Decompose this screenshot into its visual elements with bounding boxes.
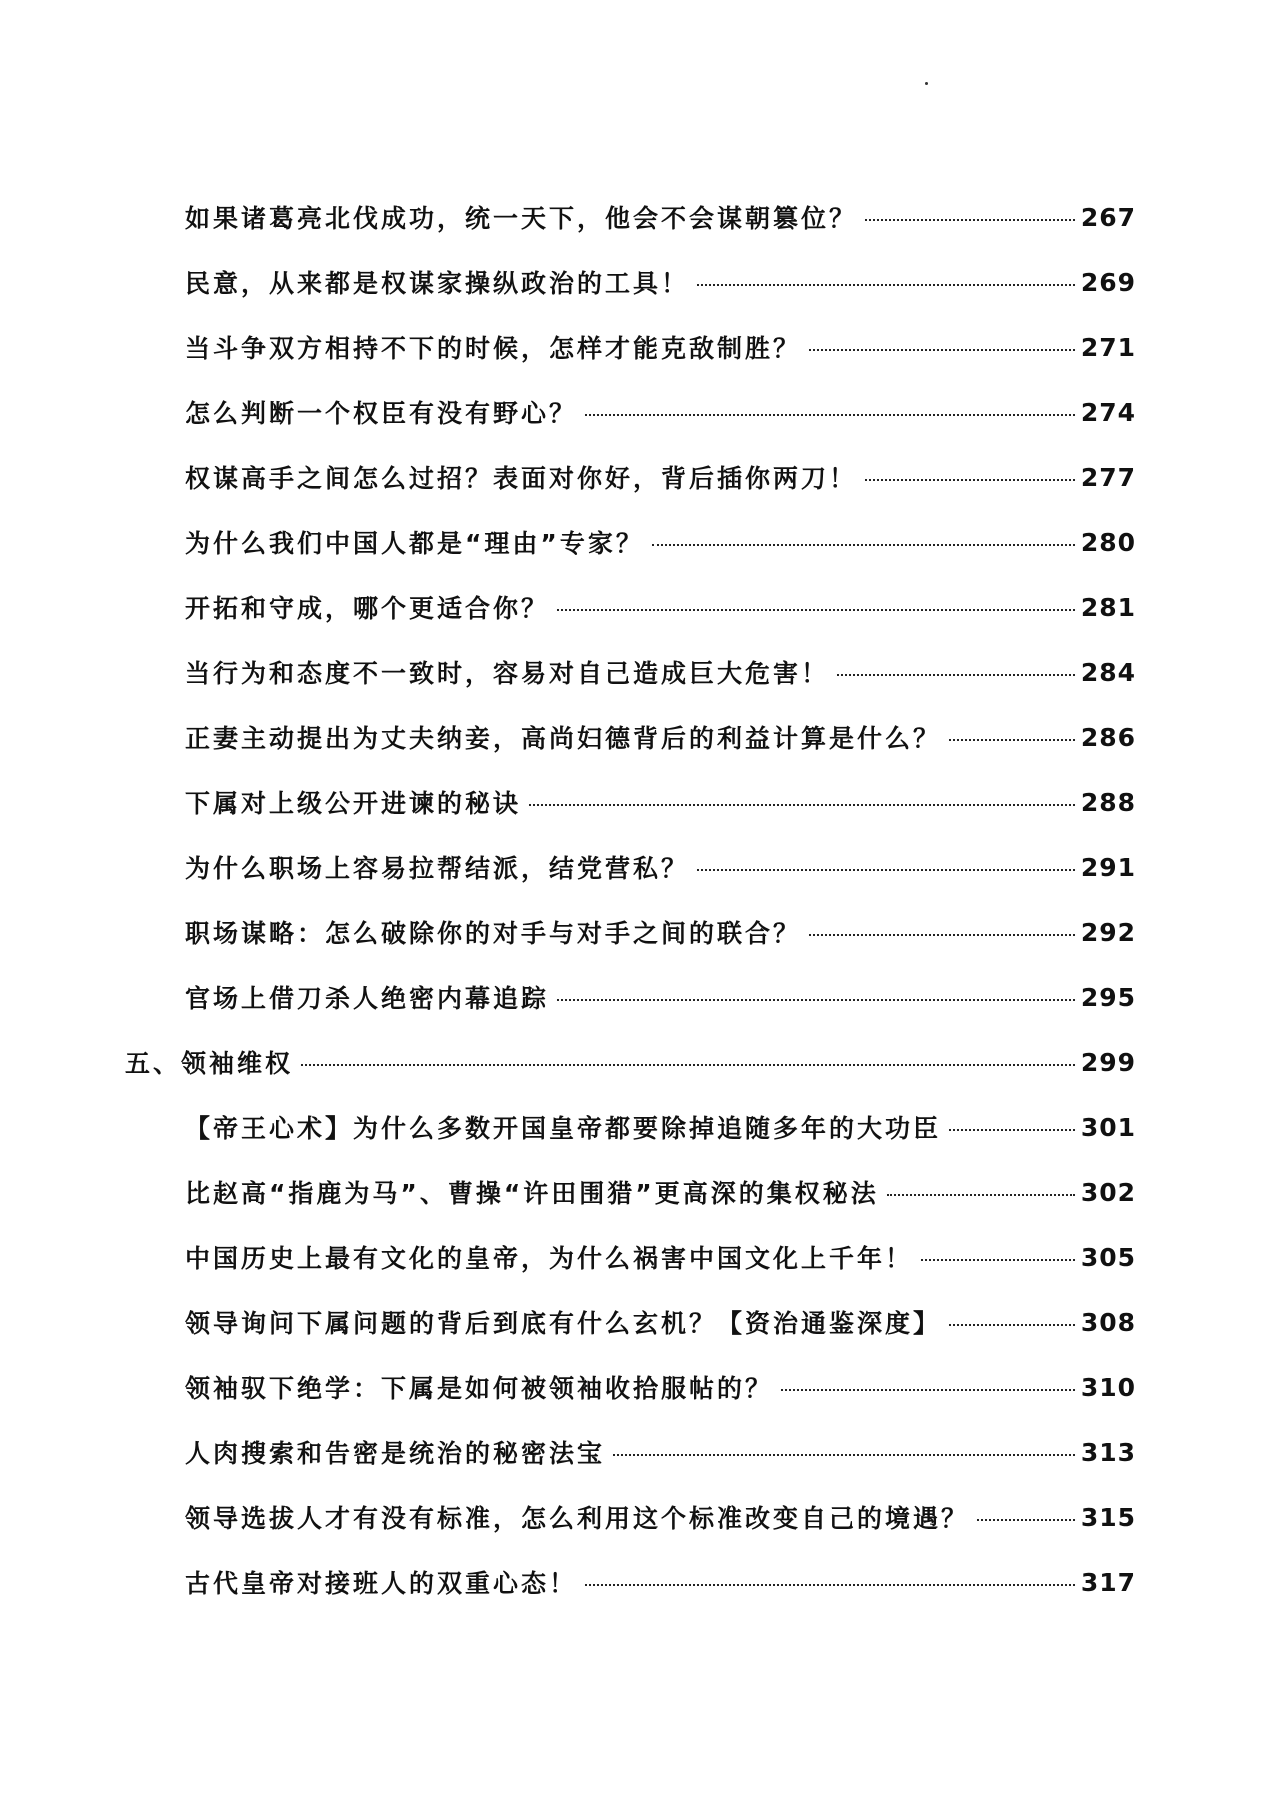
- toc-entry: [185, 1432, 1136, 1472]
- toc-entry-title: 民意，从来都是权谋家操纵政治的工具！: [185, 269, 690, 298]
- dot-leader: [781, 1389, 1075, 1391]
- toc-entry-title: 当斗争双方相持不下的时候，怎样才能克敌制胜？: [185, 334, 802, 363]
- toc-entry-title: 怎么判断一个权臣有没有野心？: [185, 399, 578, 428]
- toc-entry-page: 281: [1080, 592, 1136, 622]
- toc-entry-title: 领导选拔人才有没有标准，怎么利用这个标准改变自己的境遇？: [185, 1504, 970, 1533]
- toc-entry-page: 315: [1080, 1502, 1136, 1532]
- dot-leader: [613, 1454, 1075, 1456]
- toc-entry-title: 开拓和守成，哪个更适合你？: [185, 594, 550, 623]
- toc-entry: [185, 847, 1136, 887]
- dot-leader: [949, 739, 1075, 741]
- toc-entry-title: 下属对上级公开进谏的秘诀: [185, 789, 522, 818]
- toc-entry: [185, 717, 1136, 757]
- toc-entry-title: 比赵高“指鹿为马”、曹操“许田围猎”更高深的集权秘法: [185, 1179, 879, 1208]
- toc-entry-title: 官场上借刀杀人绝密内幕追踪: [185, 984, 550, 1013]
- toc-entry: [185, 1302, 1136, 1342]
- toc-entry-title: 领袖驭下绝学：下属是如何被领袖收拾服帖的？: [185, 1374, 774, 1403]
- dot-leader: [949, 1324, 1075, 1326]
- toc-entry-title: 如果诸葛亮北伐成功，统一天下，他会不会谋朝篡位？: [185, 204, 858, 233]
- toc-entry-page: 305: [1080, 1242, 1136, 1272]
- toc-entry-page: 269: [1080, 267, 1136, 297]
- toc-entry-page: 288: [1080, 787, 1136, 817]
- dot-leader: [977, 1519, 1075, 1521]
- toc-entry-page: 313: [1080, 1437, 1136, 1467]
- toc-entry-page: 310: [1080, 1372, 1136, 1402]
- dot-leader: [809, 349, 1075, 351]
- dot-leader: [557, 609, 1075, 611]
- toc-entry-title: 为什么职场上容易拉帮结派，结党营私？: [185, 854, 690, 883]
- dot-leader: [697, 284, 1075, 286]
- toc-entry-page: 299: [1080, 1047, 1136, 1077]
- toc-entry: [185, 652, 1136, 692]
- toc-entry-page: 286: [1080, 722, 1136, 752]
- toc-entry: [185, 197, 1136, 237]
- dot-leader: [301, 1064, 1075, 1066]
- scan-speck: [925, 82, 928, 85]
- toc-entry: [185, 327, 1136, 367]
- toc-entry: [185, 1237, 1136, 1277]
- toc-entry-title: 人肉搜索和告密是统治的秘密法宝: [185, 1439, 606, 1468]
- toc-entry-page: 302: [1080, 1177, 1136, 1207]
- toc-entry-title: 权谋高手之间怎么过招？表面对你好，背后插你两刀！: [185, 464, 858, 493]
- dot-leader: [529, 804, 1075, 806]
- toc-entry: [185, 522, 1136, 562]
- dot-leader: [921, 1259, 1075, 1261]
- toc-entry-page: 277: [1080, 462, 1136, 492]
- toc-entry-page: 291: [1080, 852, 1136, 882]
- dot-leader: [557, 999, 1075, 1001]
- toc-entry: [185, 1172, 1136, 1212]
- toc-entry-page: 292: [1080, 917, 1136, 947]
- toc-entry: [185, 1367, 1136, 1407]
- toc-entry-title: 中国历史上最有文化的皇帝，为什么祸害中国文化上千年！: [185, 1244, 914, 1273]
- toc-entry-title: 五、领袖维权: [125, 1049, 294, 1078]
- toc-entry: [185, 1107, 1136, 1147]
- toc-entry-title: 职场谋略：怎么破除你的对手与对手之间的联合？: [185, 919, 802, 948]
- toc-entry: [185, 1562, 1136, 1602]
- toc-entry-title: 当行为和态度不一致时，容易对自己造成巨大危害！: [185, 659, 830, 688]
- toc-entry-title: 正妻主动提出为丈夫纳妾，高尚妇德背后的利益计算是什么？: [185, 724, 942, 753]
- toc-entry: [185, 262, 1136, 302]
- toc-entry-title: 领导询问下属问题的背后到底有什么玄机？【资治通鉴深度】: [185, 1309, 942, 1338]
- toc-entry-page: 308: [1080, 1307, 1136, 1337]
- toc-entry: [185, 392, 1136, 432]
- toc-entry: [185, 587, 1136, 627]
- toc-entry-title: 为什么我们中国人都是“理由”专家？: [185, 529, 644, 558]
- dot-leader: [697, 869, 1075, 871]
- toc-entry-page: 284: [1080, 657, 1136, 687]
- toc-entry: [185, 457, 1136, 497]
- toc-entry: [185, 912, 1136, 952]
- toc-entry-page: 280: [1080, 527, 1136, 557]
- toc-entry-page: 317: [1080, 1567, 1136, 1597]
- dot-leader: [585, 414, 1075, 416]
- toc-entry: [185, 782, 1136, 822]
- toc-section-heading: [125, 1042, 1136, 1082]
- dot-leader: [652, 544, 1075, 546]
- dot-leader: [585, 1584, 1075, 1586]
- toc-entry-title: 【帝王心术】为什么多数开国皇帝都要除掉追随多年的大功臣: [185, 1114, 942, 1143]
- toc-entry: [185, 1497, 1136, 1537]
- toc-entry-page: 274: [1080, 397, 1136, 427]
- toc-entry-title: 古代皇帝对接班人的双重心态！: [185, 1569, 578, 1598]
- toc-entry-page: 267: [1080, 202, 1136, 232]
- dot-leader: [837, 674, 1075, 676]
- dot-leader: [887, 1194, 1075, 1196]
- dot-leader: [949, 1129, 1075, 1131]
- dot-leader: [865, 219, 1075, 221]
- toc-entry-page: 301: [1080, 1112, 1136, 1142]
- toc-entry: [185, 977, 1136, 1017]
- dot-leader: [809, 934, 1075, 936]
- toc-entry-page: 271: [1080, 332, 1136, 362]
- dot-leader: [865, 479, 1075, 481]
- toc-entry-page: 295: [1080, 982, 1136, 1012]
